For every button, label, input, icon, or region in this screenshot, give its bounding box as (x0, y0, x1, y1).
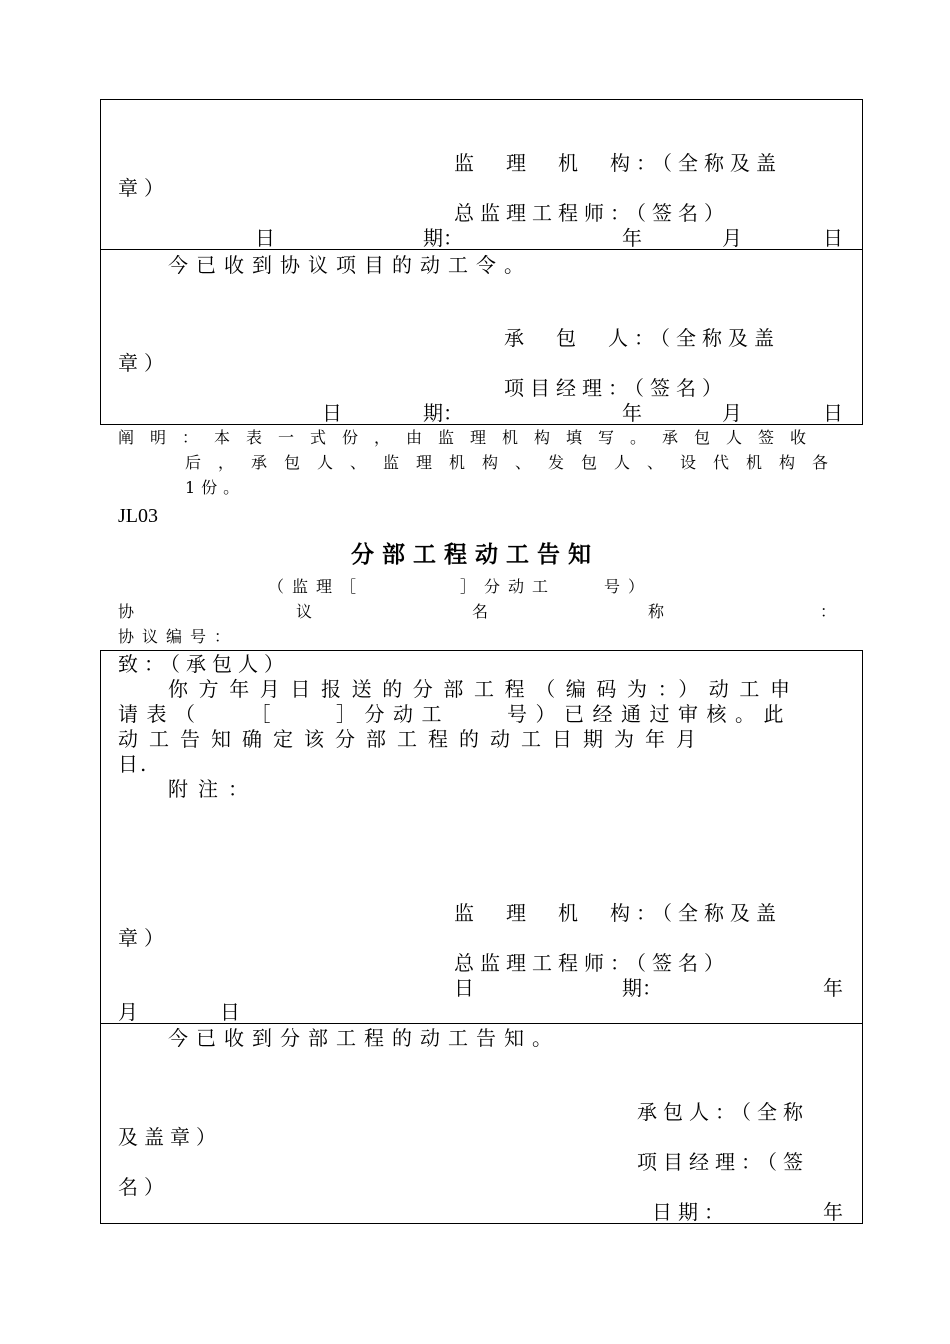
date-month-char: 月 (722, 226, 742, 250)
date3-month-char: 月 (118, 1000, 138, 1024)
date-day-char: 日 (255, 226, 275, 250)
received-order-text: 今已收到协议项目的动工令。 (168, 253, 532, 277)
notice-body-line-4: 日. (118, 752, 149, 776)
note-line-2: 后，承包人、监理机构、发包人、设代机构各 (185, 453, 846, 472)
date3-d-char: 日 (220, 1000, 240, 1024)
subtitle: （监理［ ］分动工 号） (268, 577, 653, 596)
supervisor-org-label: 监 理 机 构：（全称及盖 (454, 151, 782, 175)
received-notice-text: 今已收到分部工程的动工告知。 (168, 1026, 560, 1050)
date2-qi-char: 期： (423, 401, 463, 425)
chief-engineer-label-2: 总监理工程师：（签名） (454, 951, 730, 975)
notice-body-line-3: 动工告知确定该分部工程的动工日期为年月 (118, 727, 707, 751)
date3-year-char: 年 (823, 976, 843, 1000)
date-d-char: 日 (823, 226, 843, 250)
date3-qi-char: 期： (622, 976, 662, 1000)
date2-day-char: 日 (322, 401, 342, 425)
document-title: 分部工程动工告知 (351, 541, 599, 568)
date-qi-char: 期： (423, 226, 463, 250)
agreement-name-char-4: 称 (648, 602, 665, 621)
agreement-name-char-5: ： (820, 602, 837, 621)
seal-continuation-3: 章） (118, 926, 170, 950)
seal-continuation-4: 及盖章） (118, 1125, 222, 1149)
date4-label: 日期： (652, 1200, 730, 1224)
agreement-name-char-2: 议 (296, 602, 313, 621)
remark-label: 附注： (168, 777, 258, 801)
seal-continuation: 章） (118, 176, 170, 200)
date3-day-char: 日 (454, 976, 474, 1000)
form-code: JL03 (118, 505, 158, 527)
project-manager-label-2: 项目经理：（签 (637, 1150, 809, 1174)
chief-engineer-label: 总监理工程师：（签名） (454, 201, 730, 225)
notice-body-line-2: 请表（ ［ ］分动工 号）已经通过审核。此 (118, 702, 792, 726)
date4-year-char: 年 (823, 1200, 843, 1224)
notice-body-line-1: 你方年月日报送的分部工程（编码为：）动工申 (168, 677, 801, 701)
contractor-label: 承 包 人：（全称及盖 (504, 326, 780, 350)
date-year-char: 年 (622, 226, 642, 250)
contractor-label-2: 承包人：（全称 (637, 1100, 809, 1124)
seal-continuation-2: 章） (118, 351, 170, 375)
note-line-1: 阐明：本表一式份，由监理机构填写。承包人签收 (118, 428, 823, 447)
note-line-3: 1份。 (185, 478, 246, 497)
project-manager-label: 项目经理：（签名） (504, 376, 728, 400)
date2-d-char: 日 (823, 401, 843, 425)
addressee-line: 致：（承包人） (118, 652, 290, 676)
agreement-name-char-1: 协 (118, 602, 135, 621)
date2-month-char: 月 (722, 401, 742, 425)
name-continuation: 名） (118, 1175, 170, 1199)
date2-year-char: 年 (622, 401, 642, 425)
agreement-name-char-3: 名 (472, 602, 489, 621)
supervisor-org-label-2: 监 理 机 构：（全称及盖 (454, 901, 782, 925)
agreement-number-label: 协议编号： (118, 627, 239, 646)
